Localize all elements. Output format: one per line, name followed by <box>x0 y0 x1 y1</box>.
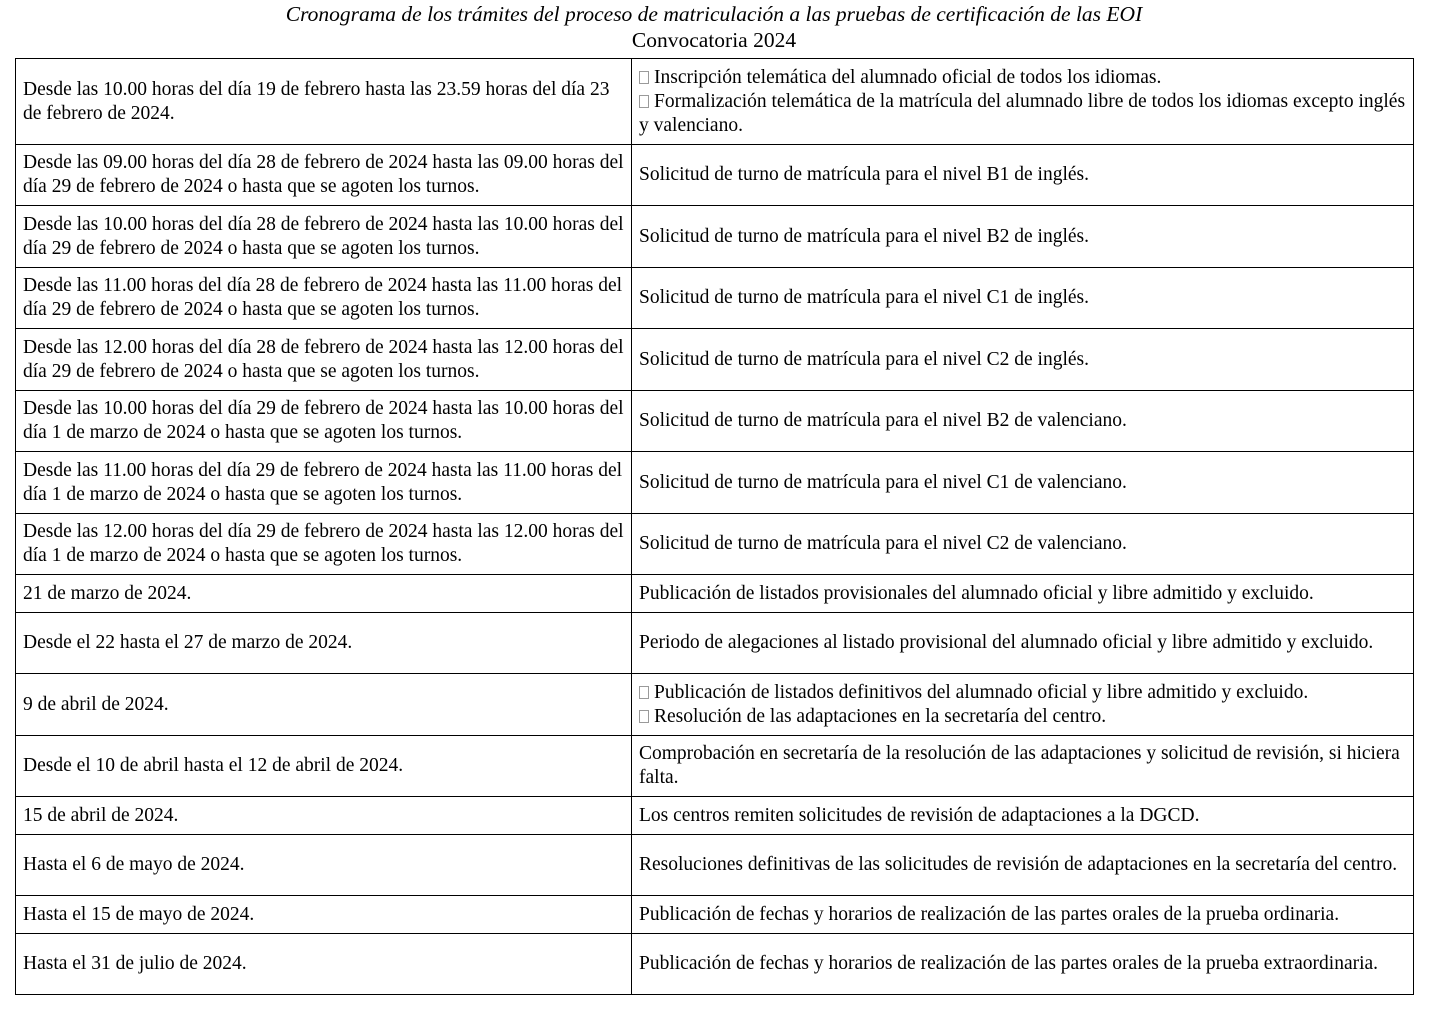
procedure-cell: Publicación de fechas y horarios de realización de las partes orales de la prueba extraordinaria. <box>632 934 1414 995</box>
date-cell: Hasta el 15 de mayo de 2024. <box>16 896 632 934</box>
procedure-cell: Solicitud de turno de matrícula para el nivel C2 de valenciano. <box>632 514 1414 575</box>
date-cell: 9 de abril de 2024. <box>16 674 632 736</box>
document-subtitle: Convocatoria 2024 <box>631 28 797 52</box>
bullet-text: Resolución de las adaptaciones en la secretaría del centro. <box>654 705 1107 727</box>
procedure-cell: Los centros remiten solicitudes de revisión de adaptaciones a la DGCD. <box>632 797 1414 835</box>
date-cell: Hasta el 6 de mayo de 2024. <box>16 835 632 896</box>
table-row <box>16 575 1414 613</box>
table-row <box>16 934 1414 995</box>
table-row <box>16 736 1414 797</box>
table-row <box>16 797 1414 835</box>
date-cell: Desde el 10 de abril hasta el 12 de abril de 2024. <box>16 736 632 797</box>
procedure-cell: Periodo de alegaciones al listado provisional del alumnado oficial y libre admitido y excluido. <box>632 613 1414 674</box>
table-row <box>16 268 1414 329</box>
table-row <box>16 206 1414 268</box>
table-row <box>16 452 1414 514</box>
table-row <box>16 674 1414 736</box>
table-row <box>16 329 1414 391</box>
bullet-text: Inscripción telemática del alumnado oficial de todos los idiomas. <box>654 66 1162 88</box>
checkbox-bullet-icon <box>639 710 649 723</box>
bullet-item <box>639 681 1406 705</box>
bullet-item <box>639 90 1406 138</box>
date-cell: Hasta el 31 de julio de 2024. <box>16 934 632 995</box>
checkbox-bullet-icon <box>639 95 649 108</box>
date-cell: Desde las 10.00 horas del día 19 de febrero hasta las 23.59 horas del día 23 de febrero de 2024. <box>16 59 632 145</box>
date-cell: 21 de marzo de 2024. <box>16 575 632 613</box>
procedure-cell: Solicitud de turno de matrícula para el nivel B1 de inglés. <box>632 145 1414 206</box>
date-cell: Desde las 10.00 horas del día 29 de febrero de 2024 hasta las 10.00 horas del día 1 de marzo de 2024 o hasta que se agoten los turnos. <box>16 391 632 452</box>
bullet-text: Formalización telemática de la matrícula del alumnado libre de todos los idiomas excepto inglés y valenciano. <box>639 90 1406 136</box>
bullet-item <box>639 705 1406 729</box>
procedure-cell: Solicitud de turno de matrícula para el nivel C1 de inglés. <box>632 268 1414 329</box>
table-row <box>16 835 1414 896</box>
bullet-item <box>639 66 1406 90</box>
date-cell: Desde las 11.00 horas del día 28 de febrero de 2024 hasta las 11.00 horas del día 29 de febrero de 2024 o hasta que se agoten los turnos. <box>16 268 632 329</box>
schedule-table <box>15 58 1414 995</box>
procedure-cell: Solicitud de turno de matrícula para el nivel C1 de valenciano. <box>632 452 1414 514</box>
procedure-cell: Solicitud de turno de matrícula para el nivel C2 de inglés. <box>632 329 1414 391</box>
document-title: Cronograma de los trámites del proceso de matriculación a las pruebas de certificación de las EOI <box>285 2 1143 26</box>
procedure-cell: Resoluciones definitivas de las solicitudes de revisión de adaptaciones en la secretaría del centro. <box>632 835 1414 896</box>
table-row <box>16 59 1414 145</box>
checkbox-bullet-icon <box>639 686 649 699</box>
checkbox-bullet-icon <box>639 71 649 84</box>
date-cell: Desde las 12.00 horas del día 28 de febrero de 2024 hasta las 12.00 horas del día 29 de febrero de 2024 o hasta que se agoten los turnos. <box>16 329 632 391</box>
procedure-cell: Solicitud de turno de matrícula para el nivel B2 de valenciano. <box>632 391 1414 452</box>
date-cell: Desde las 12.00 horas del día 29 de febrero de 2024 hasta las 12.00 horas del día 1 de marzo de 2024 o hasta que se agoten los turnos. <box>16 514 632 575</box>
procedure-cell: Publicación de listados provisionales del alumnado oficial y libre admitido y excluido. <box>632 575 1414 613</box>
procedure-cell <box>632 59 1414 145</box>
procedure-cell: Solicitud de turno de matrícula para el nivel B2 de inglés. <box>632 206 1414 268</box>
date-cell: Desde las 10.00 horas del día 28 de febrero de 2024 hasta las 10.00 horas del día 29 de febrero de 2024 o hasta que se agoten los turnos. <box>16 206 632 268</box>
procedure-cell: Comprobación en secretaría de la resolución de las adaptaciones y solicitud de revisión, si hiciera falta. <box>632 736 1414 797</box>
table-row <box>16 514 1414 575</box>
table-row <box>16 145 1414 206</box>
date-cell: Desde las 11.00 horas del día 29 de febrero de 2024 hasta las 11.00 horas del día 1 de marzo de 2024 o hasta que se agoten los turnos. <box>16 452 632 514</box>
date-cell: 15 de abril de 2024. <box>16 797 632 835</box>
procedure-cell: Publicación de fechas y horarios de realización de las partes orales de la prueba ordinaria. <box>632 896 1414 934</box>
date-cell: Desde el 22 hasta el 27 de marzo de 2024. <box>16 613 632 674</box>
table-row <box>16 896 1414 934</box>
table-row <box>16 613 1414 674</box>
bullet-text: Publicación de listados definitivos del alumnado oficial y libre admitido y excluido. <box>654 681 1309 703</box>
procedure-cell <box>632 674 1414 736</box>
table-row <box>16 391 1414 452</box>
date-cell: Desde las 09.00 horas del día 28 de febrero de 2024 hasta las 09.00 horas del día 29 de febrero de 2024 o hasta que se agoten los turnos. <box>16 145 632 206</box>
